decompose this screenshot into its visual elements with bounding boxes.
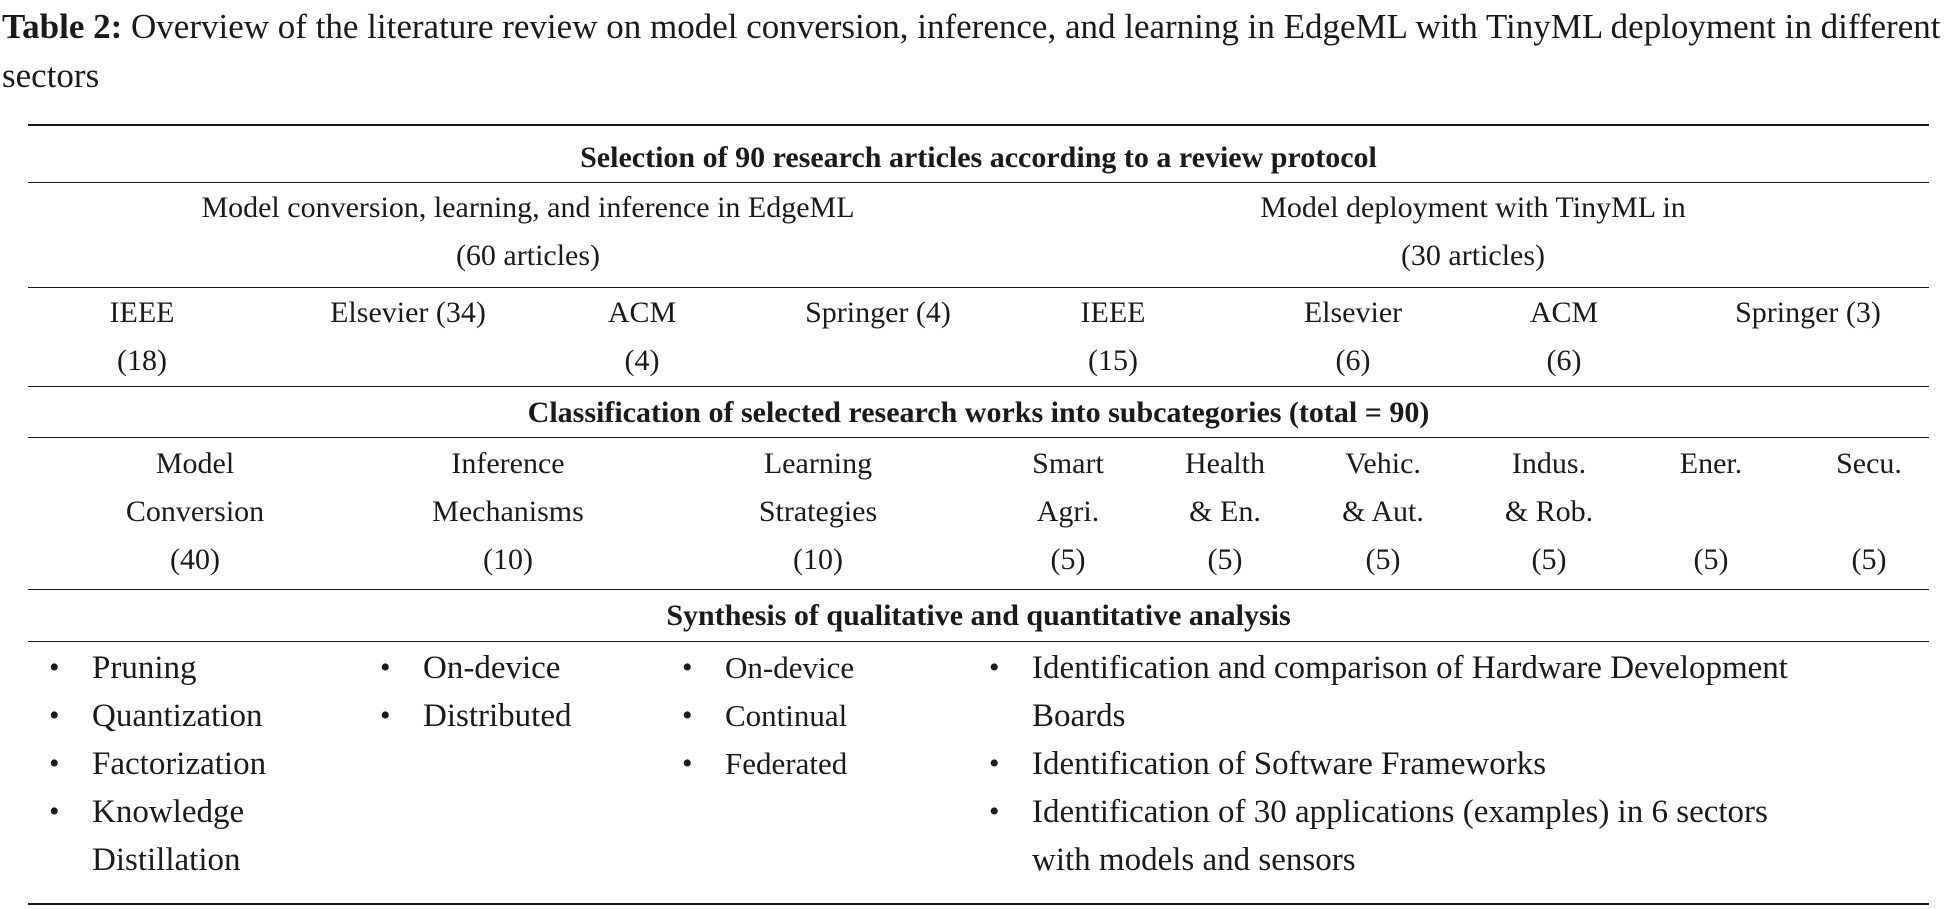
- publisher-acm-right: [1474, 289, 1654, 385]
- subcategory-line: Indus.: [1511, 447, 1587, 480]
- subcategory-security: [1804, 440, 1934, 584]
- rule: [28, 386, 1929, 387]
- publisher-name: ACM: [607, 296, 677, 329]
- subcategory-line: Agri.: [1036, 495, 1100, 528]
- publisher-ieee-right: [1028, 289, 1198, 385]
- subcategory-line: [1646, 488, 1776, 536]
- list-item: • Identification of 30 applications (examples) in 6 sectors with models and sensors: [970, 788, 1812, 884]
- subcategory-model-conversion: [75, 440, 315, 584]
- subcategory-health: [1160, 440, 1290, 584]
- subcategory-learning-strategies: [698, 440, 938, 584]
- publisher-count: (6): [1335, 344, 1371, 377]
- publisher-count: (18): [117, 344, 167, 377]
- publisher-name: IEEE: [1080, 296, 1146, 329]
- subcategory-line: Model: [155, 447, 235, 480]
- bottom-rule: [28, 903, 1929, 905]
- subcategory-count: (10): [793, 543, 843, 576]
- section-title: Classification of selected research works into subcategories (total = 90): [527, 396, 1430, 429]
- synthesis-list-learning: [663, 644, 963, 788]
- list-item: • Pruning: [30, 644, 340, 692]
- subcategory-line: & Rob.: [1504, 495, 1594, 528]
- subcategory-line: & Aut.: [1342, 495, 1424, 528]
- publisher-count: (4): [624, 344, 660, 377]
- group-title: Model deployment with TinyML in: [1260, 191, 1686, 224]
- group-tinyml: [1068, 184, 1878, 280]
- publisher-springer-left: [748, 289, 1008, 337]
- publisher-elsevier-left: [278, 289, 538, 337]
- publisher-springer-right: [1693, 289, 1923, 337]
- list-item: • Identification and comparison of Hardware Development Boards: [970, 644, 1792, 740]
- subcategory-energy: [1646, 440, 1776, 584]
- subcategory-line: Vehic.: [1345, 447, 1421, 480]
- list-item: • Continual: [663, 692, 963, 740]
- subcategory-line: Smart: [1032, 447, 1104, 480]
- list-item: • Knowledge Distillation: [30, 788, 282, 884]
- section-title: Synthesis of qualitative and quantitative analysis: [666, 599, 1291, 632]
- list-item: • On-device: [663, 644, 963, 692]
- publisher-name: Springer (3): [1735, 296, 1881, 329]
- caption-text: Overview of the literature review on model conversion, inference, and learning in EdgeML with TinyML deployment in different sectors: [2, 7, 1941, 95]
- subcategory-count: (10): [483, 543, 533, 576]
- list-item: • Distributed: [361, 692, 661, 740]
- subcategory-line: Mechanisms: [432, 495, 584, 528]
- subcategory-line: & En.: [1189, 495, 1261, 528]
- group-title: Model conversion, learning, and inference in EdgeML: [201, 191, 855, 224]
- subcategory-smart-agri: [1003, 440, 1133, 584]
- subcategory-line: Learning: [763, 447, 873, 480]
- subcategory-count: (5): [1365, 543, 1401, 576]
- publisher-name: Springer (4): [805, 296, 951, 329]
- list-item: • Quantization: [30, 692, 340, 740]
- synthesis-list-model-conversion: [30, 644, 340, 884]
- list-item: • Identification of Software Frameworks: [970, 740, 1850, 788]
- rule: [28, 641, 1929, 642]
- synthesis-list-tinyml: [970, 644, 1850, 884]
- subcategory-line: Strategies: [758, 495, 878, 528]
- subcategory-line: Secu.: [1836, 447, 1902, 480]
- publisher-elsevier-right: [1233, 289, 1473, 385]
- subcategory-count: (40): [170, 543, 220, 576]
- synthesis-list-inference: [361, 644, 661, 740]
- subcategory-vehicles: [1318, 440, 1448, 584]
- publisher-acm-left: [552, 289, 732, 385]
- section-header-selection: [28, 134, 1929, 182]
- subcategory-line: Inference: [451, 447, 565, 480]
- section-title: Selection of 90 research articles according to a review protocol: [580, 141, 1377, 174]
- subcategories-row: [28, 440, 1929, 586]
- subcategory-inference-mechanisms: [383, 440, 633, 584]
- group-row: [28, 184, 1929, 280]
- subcategory-count: (5): [1851, 543, 1887, 576]
- list-item: • Factorization: [30, 740, 340, 788]
- subcategory-line: Ener.: [1679, 447, 1743, 480]
- group-count: (60 articles): [455, 239, 601, 272]
- top-rule: [28, 124, 1929, 126]
- publisher-count: (6): [1546, 344, 1582, 377]
- list-item: • Federated: [663, 740, 963, 788]
- section-header-synthesis: [28, 592, 1929, 640]
- publisher-name: IEEE: [109, 296, 175, 329]
- publisher-count: (15): [1088, 344, 1138, 377]
- subcategory-count: (5): [1531, 543, 1567, 576]
- publisher-name: ACM: [1529, 296, 1599, 329]
- section-header-classification: [28, 389, 1929, 437]
- subcategory-count: (5): [1050, 543, 1086, 576]
- subcategory-line: Health: [1185, 447, 1265, 480]
- group-edgeml: [88, 184, 968, 280]
- list-item: • On-device: [361, 644, 661, 692]
- publisher-ieee-left: [82, 289, 202, 385]
- subcategory-count: (5): [1207, 543, 1243, 576]
- group-count: (30 articles): [1400, 239, 1546, 272]
- rule: [28, 287, 1929, 288]
- rule: [28, 182, 1929, 183]
- publisher-name: Elsevier: [1303, 296, 1403, 329]
- publishers-row: [28, 289, 1929, 385]
- subcategory-industry: [1484, 440, 1614, 584]
- rule: [28, 589, 1929, 590]
- rule: [28, 437, 1929, 438]
- subcategory-count: (5): [1693, 543, 1729, 576]
- table-caption: [2, 2, 1952, 100]
- subcategory-line: [1804, 488, 1934, 536]
- publisher-name: Elsevier (34): [330, 296, 486, 329]
- caption-label: Table 2:: [2, 7, 123, 46]
- subcategory-line: Conversion: [125, 495, 265, 528]
